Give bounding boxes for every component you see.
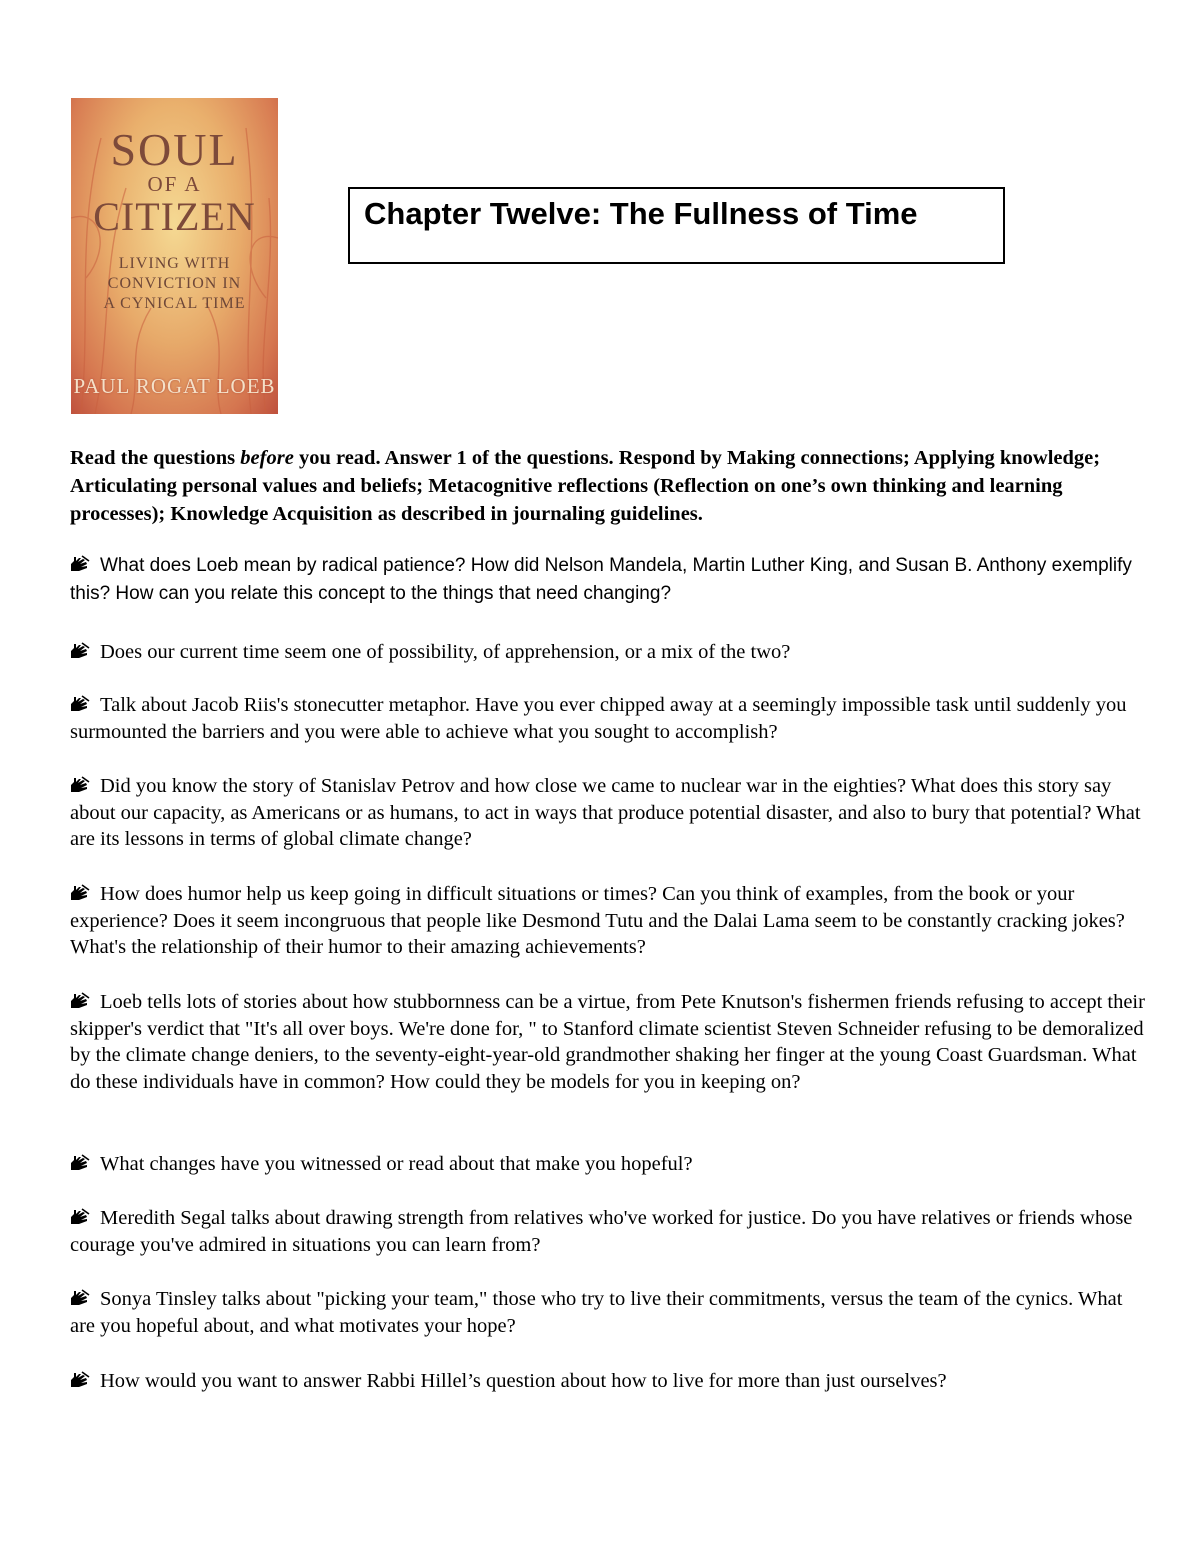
question-item [70,1286,1150,1339]
question-text: How does humor help us keep going in difficult situations or times? Can you think of examples, from the book or your experience? Does it seem incongruous that people like Desmond Tutu and the Dalai Lama seem to be constantly cracking jokes? What's the relationship of their humor to their amazing achievements? [70,883,1125,958]
question-item [70,1368,1150,1395]
question-item [70,773,1150,853]
question-text: Did you know the story of Stanislav Petrov and how close we came to nuclear war in the eighties? What does this story say about our capacity, as Americans or as humans, to act in ways that produce potential disaster, and also to bury that potential? What are its lessons in terms of global climate change? [70,775,1141,850]
cover-author: PAUL ROGAT LOEB [73,374,276,398]
cover-subtitle: LIVING WITH CONVICTION IN A CYNICAL TIME [103,255,246,312]
question-text: Loeb tells lots of stories about how stubbornness can be a virtue, from Pete Knutson's fishermen friends refusing to accept their skipper's verdict that "It's all over boys. We're done for, " to Stanford climate scientist Steven Schneider refusing to be demoralized by the climate change deniers, to the seventy-eight-year-old grandmother shaking her finger at the young Coast Guardsman. What do these individuals have in common? How could they be models for you in keeping on? [70,991,1145,1093]
pencil-hand-icon [70,884,92,902]
cover-title-soul: SOUL [110,124,239,175]
question-text: Talk about Jacob Riis's stonecutter metaphor. Have you ever chipped away at a seemingly impossible task until suddenly you surmounted the barriers and you were able to achieve what you sought to accomplish? [70,694,1127,743]
instructions-emphasis: before [240,447,294,469]
question-text: Meredith Segal talks about drawing strength from relatives who've worked for justice. Do you have relatives or friends whose courage you've admired in situations you can learn from? [70,1207,1133,1256]
pencil-hand-icon [70,1371,92,1389]
pencil-hand-icon [70,1208,92,1226]
question-item [70,639,1150,666]
cover-title-of-a: OF A [147,172,202,196]
pencil-hand-icon [70,642,92,660]
question-text: Does our current time seem one of possibility, of apprehension, or a mix of the two? [100,641,791,663]
question-text: How would you want to answer Rabbi Hillel’s question about how to live for more than just ourselves? [100,1370,947,1392]
question-text: What does Loeb mean by radical patience? How did Nelson Mandela, Martin Luther King, and Susan B. Anthony exemplify this? How can you relate this concept to the things that need changing? [70,555,1132,604]
instructions-part2: you read. Answer 1 of the questions. Respond by Making connections; Applying knowledge; Articulating personal values and beliefs; Metacognitive reflections (Reflection on one’s own thinking and learning processes); Knowledge Acquisition as described in journaling guidelines. [70,447,1101,525]
question-item [70,989,1150,1095]
pencil-hand-icon [70,1289,92,1307]
question-item [70,692,1150,745]
question-text: Sonya Tinsley talks about "picking your team," those who try to live their commitments, versus the team of the cynics. What are you hopeful about, and what motivates your hope? [70,1288,1123,1337]
question-item [70,881,1150,961]
pencil-hand-icon [70,1154,92,1172]
pencil-hand-icon [70,695,92,713]
question-item [70,1151,1150,1178]
pencil-hand-icon [70,555,92,573]
chapter-title-box [348,187,1005,264]
question-text: What changes have you witnessed or read about that make you hopeful? [100,1153,693,1175]
cover-title-citizen: CITIZEN [93,194,256,239]
pencil-hand-icon [70,992,92,1010]
pencil-hand-icon [70,776,92,794]
question-item [70,552,1150,608]
question-item [70,1205,1150,1258]
instructions-part1: Read the questions [70,447,241,469]
chapter-title: Chapter Twelve: The Fullness of Time [364,196,918,231]
book-cover-image [71,98,278,414]
instructions-paragraph [70,444,1150,528]
